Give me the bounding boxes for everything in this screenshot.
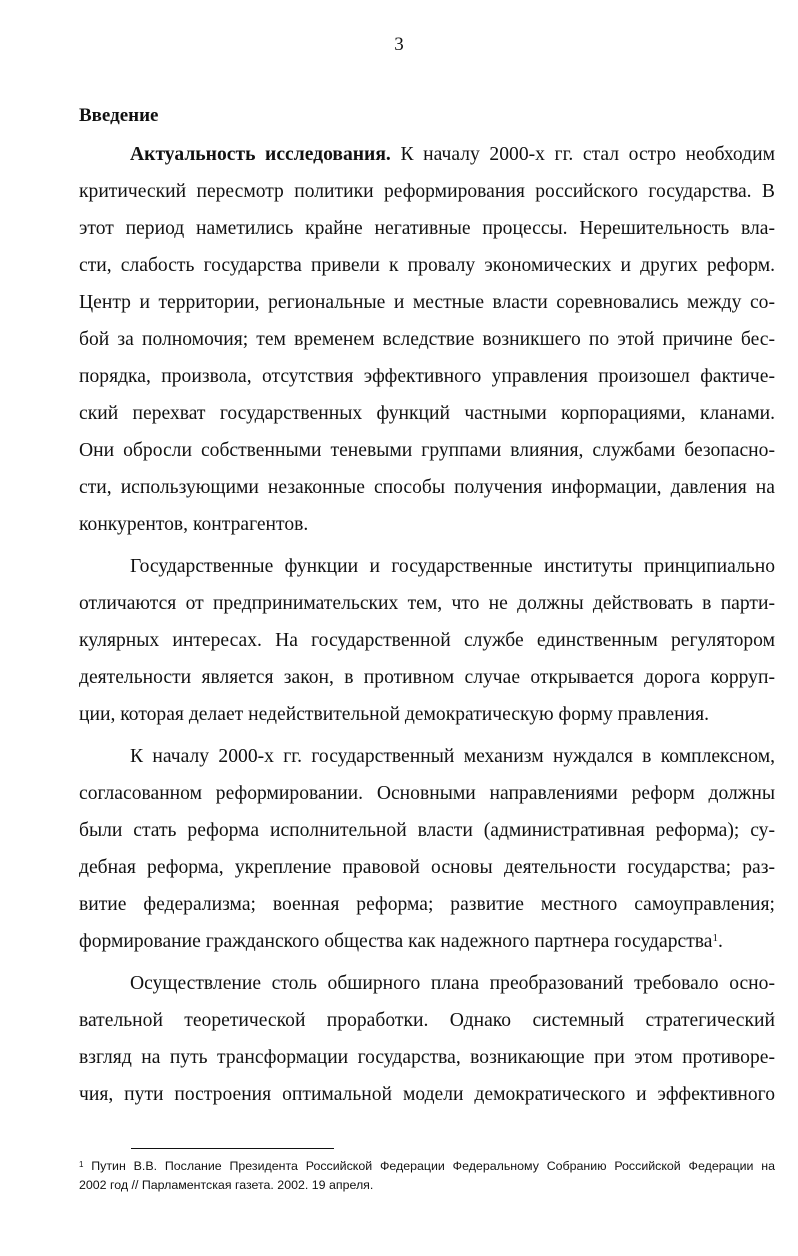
text-line: этот период наметились крайне негативные процессы. Нерешительность вла- [79, 218, 775, 239]
text-line: витие федерализма; военная реформа; развитие местного самоуправления; [79, 894, 775, 915]
footnote-line: 2002 год // Парламентская газета. 2002. 19 апреля. [79, 1178, 374, 1192]
text-line: Они обросли собственными теневыми группами влияния, службами безопасно- [79, 440, 775, 461]
text-line: вательной теоретической проработки. Однако системный стратегический [79, 1010, 775, 1031]
text-line: конкурентов, контрагентов. [79, 514, 309, 535]
text-line: деятельности является закон, в противном случае открывается дорога корруп- [79, 667, 775, 688]
text-line: кулярных интересах. На государственной службе единственным регулятором [79, 630, 775, 651]
text-line: сти, использующими незаконные способы получения информации, давления на [79, 477, 775, 498]
footnote-divider [131, 1148, 334, 1149]
text-line: Осуществление столь обширного плана преобразований требовало осно- [130, 973, 775, 994]
text-line: ции, которая делает недействительной демократическую форму правления. [79, 704, 709, 725]
lead-phrase: Актуальность исследования. [130, 144, 391, 165]
text-line: Государственные функции и государственные институты принципиально [130, 556, 775, 577]
text-line: К началу 2000-х гг. государственный механизм нуждался в комплексном, [130, 746, 775, 767]
text-line: критический пересмотр политики реформирования российского государства. В [79, 181, 775, 202]
text-line: дебная реформа, укрепление правовой основы деятельности государства; раз- [79, 857, 775, 878]
text-line: согласованном реформировании. Основными направлениями реформ должны [79, 783, 775, 804]
text-line: были стать реформа исполнительной власти (административная реформа); су- [79, 820, 775, 841]
text-line: ский перехват государственных функций частными корпорациями, кланами. [79, 403, 775, 424]
footnote-ref[interactable]: 1 [712, 932, 718, 944]
footnote-marker: 1 [79, 1160, 84, 1169]
footnote-line: $^1$ Путин В.В. Послание Президента Российской Федерации Федеральному Собранию Российской Федерации на [79, 1159, 775, 1173]
text-line: чия, пути построения оптимальной модели демократического и эффективного [79, 1084, 775, 1105]
text-line: формирование гражданского общества как надежного партнера государства$^1$. [79, 931, 723, 952]
page-number: 3 [394, 34, 404, 55]
text-line: бой за полномочия; тем временем вследствие возникшего по этой причине бес- [79, 329, 775, 350]
footnote [79, 1157, 775, 1195]
text-line: Актуальность исследования. К началу 2000-х гг. стал остро необходим [130, 144, 776, 165]
text-line: сти, слабость государства привели к провалу экономических и других реформ. [79, 255, 775, 276]
text-line: взгляд на путь трансформации государства, возникающие при этом противоре- [79, 1047, 775, 1068]
text-line: Центр и территории, региональные и местные власти соревновались между со- [79, 292, 775, 313]
section-heading: Введение [79, 105, 159, 126]
text-line: порядка, произвола, отсутствия эффективного управления произошел фактиче- [79, 366, 775, 387]
text-line: отличаются от предпринимательских тем, что не должны действовать в парти- [79, 593, 775, 614]
